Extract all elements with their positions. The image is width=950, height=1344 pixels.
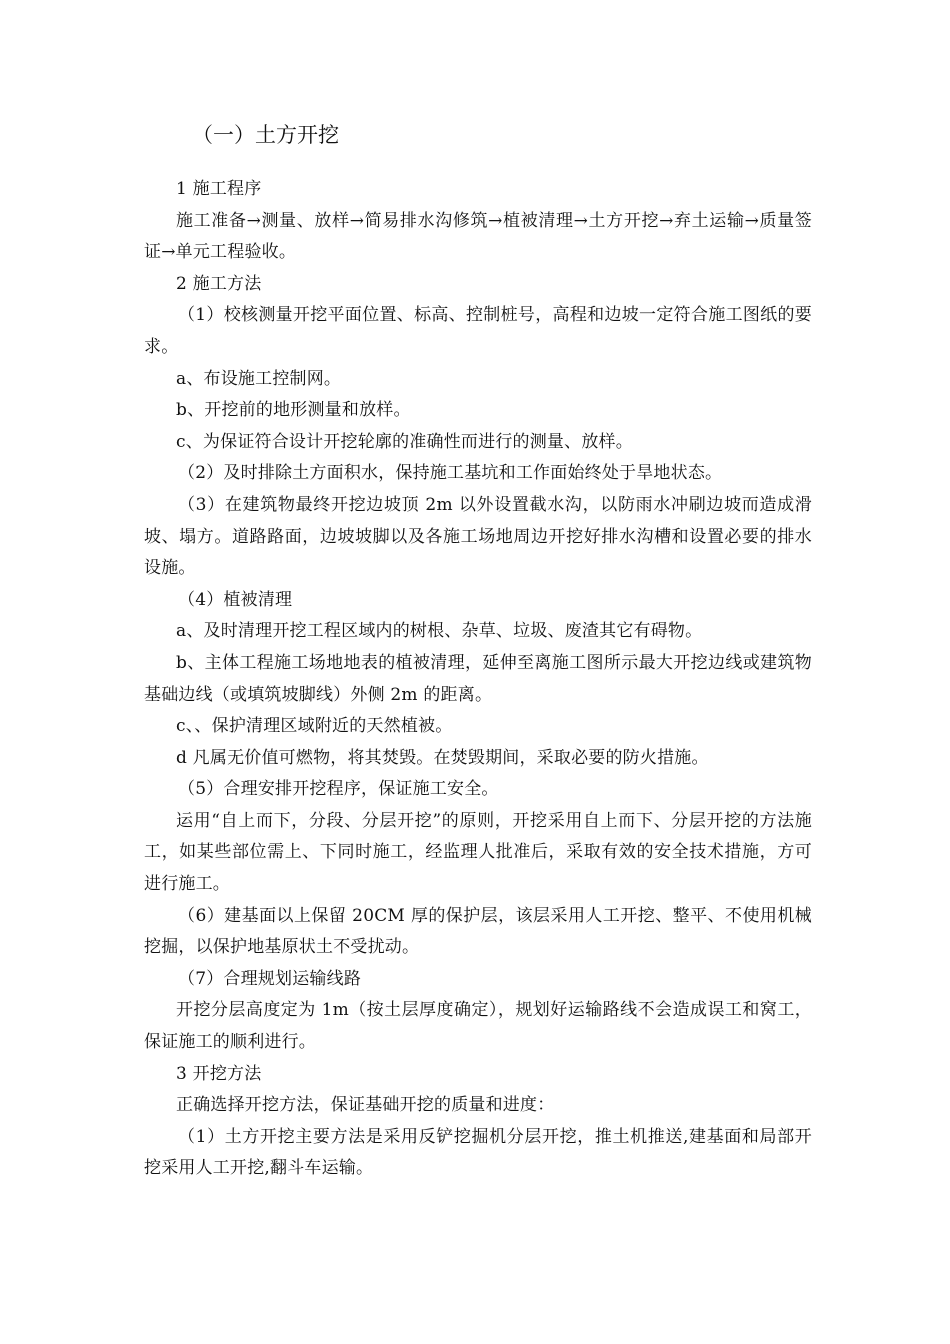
paragraph-construction-procedure-title: 1 施工程序 xyxy=(176,179,262,199)
paragraph-method-1-b: b、开挖前的地形测量和放样。 xyxy=(176,400,411,421)
paragraph-construction-procedure: 施工准备→测量、放样→简易排水沟修筑→植被清理→土方开挖→弃土运输→质量签证→单元工程验收。 xyxy=(144,210,812,263)
paragraph-method-5-detail: 运用“自上而下，分段、分层开挖”的原则，开挖采用自上而下、分层开挖的方法施工，如某些部位需上、下同时施工，经监理人批准后，采取有效的安全技术措施，方可进行施工。 xyxy=(144,810,812,895)
paragraph-method-5: （5）合理安排开挖程序，保证施工安全。 xyxy=(178,779,499,800)
paragraph-method-3: （3）在建筑物最终开挖边坡顶 2m 以外设置截水沟，以防雨水冲刷边坡而造成滑坡、塌方。道路路面，边坡坡脚以及各施工场地周边开挖好排水沟槽和设置必要的排水设施。 xyxy=(144,494,812,579)
paragraph-excavation-method-1: （1）土方开挖主要方法是采用反铲挖掘机分层开挖，推土机推送,建基面和局部开挖采用人工开挖,翻斗车运输。 xyxy=(144,1126,812,1179)
paragraph-method-2: （2）及时排除土方面积水，保持施工基坑和工作面始终处于旱地状态。 xyxy=(178,463,723,484)
paragraph-method-4-d: d 凡属无价值可燃物，将其焚毁。在焚毁期间，采取必要的防火措施。 xyxy=(176,747,709,768)
document-body xyxy=(144,118,812,1185)
paragraph-method-1-c: c、为保证符合设计开挖轮廓的准确性而进行的测量、放样。 xyxy=(176,431,633,452)
paragraph-construction-method-title: 2 施工方法 xyxy=(176,273,262,294)
paragraph-method-1: （1）校核测量开挖平面位置、标高、控制桩号，高程和边坡一定符合施工图纸的要求。 xyxy=(144,305,812,357)
paragraph-method-4-b: b、主体工程施工场地地表的植被清理，延伸至离施工图所示最大开挖边线或建筑物基础边线（或填筑坡脚线）外侧 2m 的距离。 xyxy=(144,652,812,705)
paragraph-excavation-method-title: 3 开挖方法 xyxy=(176,1063,262,1084)
paragraph-method-1-a: a、布设施工控制网。 xyxy=(176,368,342,389)
paragraph-method-4-title: （4）植被清理 xyxy=(178,589,293,610)
paragraph-method-7-title: （7）合理规划运输线路 xyxy=(178,968,362,989)
paragraph-method-4-c: c、、保护清理区域附近的天然植被。 xyxy=(176,716,453,737)
paragraph-method-6: （6）建基面以上保留 20CM 厚的保护层，该层采用人工开挖、整平、不使用机械挖掘，以保护地基原状土不受扰动。 xyxy=(144,905,812,958)
section-heading: （一）土方开挖 xyxy=(192,123,339,147)
paragraph-excavation-method-intro: 正确选择开挖方法，保证基础开挖的质量和进度： xyxy=(176,1095,555,1116)
paragraph-method-7-detail: 开挖分层高度定为 1m（按土层厚度确定），规划好运输路线不会造成误工和窝工，保证施工的顺利进行。 xyxy=(144,1000,812,1053)
paragraph-method-4-a: a、及时清理开挖工程区域内的树根、杂草、垃圾、废渣其它有碍物。 xyxy=(176,621,703,642)
